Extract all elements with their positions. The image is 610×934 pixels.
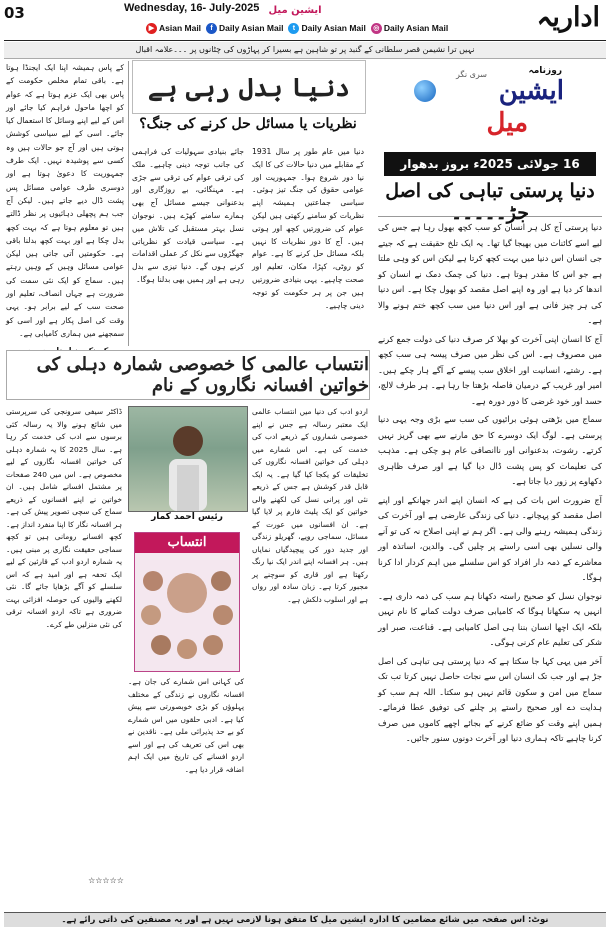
editorial-column <box>374 60 606 924</box>
top-article-subheadline: نظریات یا مسائل حل کرنے کی جنگ؟ <box>139 116 357 132</box>
facebook-icon: f <box>206 23 217 34</box>
section-title: اداریہ <box>536 2 600 33</box>
editorial-paragraph: آج کا انسان اپنی آخرت کو بھلا کر صرف دنیا کی دولت جمع کرنے میں مصروف ہے۔ اس کی نظر میں صرف پیسہ ہی سب کچھ ہے۔ رشتے، انسانیت اور اخلاق سب پیسے کے آگے ہار چکے ہیں۔ امیر اور غریب کے درمیان فاصلہ بڑھتا جا رہا ہے۔ ہر طرف لالچ، حسد اور خود غرضی کا دور دورہ ہے۔ <box>378 333 602 406</box>
instagram-icon: ◎ <box>371 23 382 34</box>
issue-date: Wednesday, 16- July-2025 <box>124 2 260 14</box>
logo-tag: سری نگر <box>456 70 487 79</box>
social-link-twitter[interactable] <box>288 23 365 34</box>
feature-article-column-3: ڈاکٹر سیفی سرونجی کی سرپرستی میں شائع ہونے والا یہ رسالہ کئی برسوں سے ادب کی خدمت کر رہا ہے۔ سال 2025 کا یہ شمارہ دہلی کی خواتین افسانہ نگاروں کے لیے مخصوص ہے۔ اس میں 240 صفحات پر مشتمل افسانے شامل ہیں۔ ان خواتین نے اپنے افسانوں کے ذریعے سماج کی سچی تصویر پیش کی ہے۔ ہر افسانہ نگار کا اپنا منفرد انداز ہے۔ کچھ افسانے رومانی ہیں تو کچھ سماجی حقیقت نگاری پر مبنی ہیں۔ یہ شمارہ اردو ادب کے قارئین کے لیے ایک تحفہ ہے اور امید ہے کہ اس سلسلے کو آگے بڑھایا جائے گا۔ نئی لکھنے والیوں کی حوصلہ افزائی بہت ضروری ہے تاکہ اردو افسانہ ترقی کی نئی منزلیں طے کرے۔ <box>6 407 123 629</box>
feature-article <box>6 350 368 913</box>
social-label: Daily Asian Mail <box>219 23 284 33</box>
logo-main-bottom: میل <box>486 108 528 138</box>
disclaimer-footer: نوٹ: اس صفحہ میں شائع مضامین کا ادارہ ایشین میل کا متفق ہونا لازمی نہیں ہے اور یہ مصنفین کی ذاتی رائے ہے۔ <box>4 912 606 927</box>
left-column-body: کے پاس ہمیشہ اپنا ایک ایجنڈا ہوتا ہے۔ باقی تمام مخلص حکومت کے پاس بھی ایک عزم ہوتا ہے کہ عوام کو اچھا ماحول فراہم کیا جائے اور اس کے لیے اپنے وسائل کا استعمال کیا جائے۔ اسی کے لیے سیاسی کوشش ہوتی ہیں اور آج جو حالات ہیں وہ کسی سے پوشیدہ نہیں۔ ایک طرف جمہوریت کا دعویٰ ہوتا ہے اور دوسری طرف عوامی مسائل پس پشت ڈال دیے جاتے ہیں۔ لیکن آج جب ہم پچھلی دہائیوں پر نظر ڈالتے ہیں تو معلوم ہوتا ہے کہ بہت کچھ بدل چکا ہے اور بہت کچھ بدلنا باقی ہے۔ حکومتیں آتی جاتی ہیں لیکن عوامی مسائل وہیں کے وہیں رہتے ہیں۔ سماج کو ایک نئی سمت کی ضرورت ہے جہاں انصاف، تعلیم اور صحت سب کے لیے برابر ہو۔ یہی وقت کی اصل پکار ہے اور اسی کو سمجھنے میں ہماری کامیابی ہے۔ <box>6 63 124 338</box>
editorial-paragraph: آج ضرورت اس بات کی ہے کہ انسان اپنے اندر جھانکے اور اپنے اصل مقصد کو پہچانے۔ دنیا کی زندگی عارضی ہے اور آخرت کی زندگی ہمیشہ رہنے والی ہے۔ اگر ہم نے اپنی اصلاح نہ کی تو آنے والی نسلیں بھی اسی راستے پر چلیں گی۔ والدین، اساتذہ اور معاشرے کے ذمہ دار افراد کو اس سلسلے میں اہم کردار ادا کرنا ہوگا۔ <box>378 494 602 582</box>
top-article-headline: دنیا بدل رہی ہے <box>132 60 366 114</box>
editorial-paragraph: آخر میں یہی کہا جا سکتا ہے کہ دنیا پرستی ہی تباہی کی اصل جڑ ہے اور جب تک انسان اس سے نجات حاصل نہیں کرتا تب تک سماج میں امن و سکون قائم نہیں ہو سکتا۔ اللہ ہم سب کو ہدایت دے اور صحیح راستے پر چلنے کی توفیق عطا فرمائے۔ ہمیں اپنے وقت کو ضائع کرنے کے بجائے اچھے کاموں میں صرف کرنا چاہیے تاکہ ہماری دنیا اور آخرت دونوں سنور جائیں۔ <box>378 655 602 743</box>
social-label: Daily Asian Mail <box>301 23 366 33</box>
magazine-cover-portraits <box>135 553 239 669</box>
magazine-cover <box>134 532 240 672</box>
feature-article-column-1: اردو ادب کی دنیا میں انتساب عالمی ایک معتبر رسالہ ہے جس نے اپنے خصوصی شماروں کے ذریعے ادب کی خدمت کی ہے۔ اس شمارے میں دہلی کی خواتین افسانہ نگاروں کی تخلیقات کو یکجا کیا گیا ہے۔ یہ ایک قابل قدر کوشش ہے جس کے ذریعے نئی اور پرانی نسل کی لکھنے والی خواتین کو ایک پلیٹ فارم پر لایا گیا ہے۔ ان افسانوں میں عورت کے مسائل، سماجی رویے، گھریلو زندگی اور جدید دور کی پیچیدگیاں نمایاں ہیں۔ ہر افسانہ اپنے اندر ایک نیا رنگ رکھتا ہے اور قاری کو سوچنے پر مجبور کرتا ہے۔ زبان سادہ اور رواں ہے اور اسلوب دلکش ہے۔ <box>252 407 368 604</box>
top-article-column-left: جائے بنیادی سہولیات کی فراہمی کی جانب توجہ دینی چاہیے۔ ملک کی ترقی عوام کی ترقی سے جڑی ہے۔ مہنگائی، بے روزگاری اور بدعنوانی جیسے مسائل آج بھی ہمارے سامنے کھڑے ہیں۔ نوجوان نسل بہتر مستقبل کی تلاش میں ہے۔ سیاسی قیادت کو نظریاتی جھگڑوں سے نکل کر عملی اقدامات کرنے ہوں گے۔ دنیا تیزی سے بدل رہی ہے اور ہمیں بھی بدلنا ہوگا۔ <box>132 147 244 284</box>
social-link-youtube[interactable] <box>146 23 201 34</box>
social-link-facebook[interactable] <box>206 23 283 34</box>
top-article-column-right: دنیا میں عام طور پر سال 1931 کے مقابلے میں دنیا حالات کی کا ایک نیا دور شروع ہوا۔ جمہوریت اور عوامی حقوق کی جنگ تیز ہوئی۔ سیاسی جماعتیں ہمیشہ اپنے نظریات کو سامنے رکھتی ہیں لیکن عوام کی ضرورتیں کچھ اور ہوتی ہیں۔ آج کا دور نظریات کا نہیں بلکہ مسائل حل کرنے کا ہے۔ عوام کو روٹی، کپڑا، مکان، تعلیم اور صحت چاہیے۔ یہی بنیادی ضرورتیں ہیں جن پر ہر حکومت کو توجہ دینی چاہیے۔ <box>252 147 364 310</box>
youtube-icon: ▶ <box>146 23 157 34</box>
editorial-body <box>378 220 602 920</box>
left-column-text <box>6 61 129 346</box>
newspaper-logo <box>412 66 568 142</box>
editorial-date-banner: 16 جولائی 2025ء بروز بدھوار <box>384 152 596 176</box>
editorial-paragraph: سماج میں بڑھتی ہوئی برائیوں کی سب سے بڑی وجہ یہی دنیا پرستی ہے۔ لوگ ایک دوسرے کا حق مارنے سے بھی گریز نہیں کرتے۔ رشوت، بدعنوانی اور ناانصافی عام ہو چکی ہے۔ مذہب کی تعلیمات کو پس پشت ڈال دیا گیا ہے اور صرف ظاہری دکھاوے پر زور دیا جاتا ہے۔ <box>378 414 602 486</box>
social-label: Daily Asian Mail <box>383 23 449 33</box>
page-header <box>4 2 606 41</box>
author-photo-image <box>129 407 247 511</box>
author-photo-caption: رئیس احمد کمار <box>151 512 223 522</box>
social-links <box>146 20 448 36</box>
logo-main-top: ایشین <box>498 76 564 106</box>
editorial-paragraph: نوجوان نسل کو صحیح راستہ دکھانا ہم سب کی ذمہ داری ہے۔ انہیں یہ سکھانا ہوگا کہ کامیابی صرف دولت کمانے کا نام نہیں بلکہ ایک اچھا انسان بننا ہی اصل کامیابی ہے۔ قناعت، صبر اور شکر کی تعلیم عام کرنی ہوگی۔ <box>378 590 602 647</box>
editorial-paragraph: دنیا پرستی آج کل ہر انسان کو سب کچھ بھول رہا ہے جس کی لیے اسے کائنات میں بھیجا گیا تھا۔ یہ ایک تلخ حقیقت ہے کہ جیتے جی انسان اس دنیا میں بہت کچھ کرتا ہے لیکن اس کو وہی ملتا ہے جو اس کا مقدر ہوتا ہے۔ دنیا کی چمک دمک نے انسان کو اندھا کر دیا ہے اور وہ اپنے اصل مقصد کو بھول چکا ہے۔ اس دنیا کی ہر چیز فانی ہے اور اس دنیا میں سب کچھ ختم ہونے والا ہے۔ <box>378 222 602 325</box>
feature-article-column-2: کی کہانی اس شمارے کی جان ہے۔ افسانہ نگاروں نے زندگی کے مختلف پہلوؤں کو بڑی خوبصورتی سے پیش کیا ہے۔ ادبی حلقوں میں اس شمارے کو بے حد پذیرائی ملی ہے۔ ناقدین نے بھی اس کی تعریف کی ہے اور اسے اردو افسانے کی تاریخ میں ایک اہم اضافہ قرار دیا ہے۔ <box>128 677 244 774</box>
globe-icon <box>414 80 436 102</box>
quote-strip: نہیں ترا نشیمن قصر سلطانی کے گنبد پر تو شاہین ہے بسیرا کر پہاڑوں کی چٹانوں پر ۔۔۔علامہ اقبال <box>4 42 606 59</box>
article-end-stars: ☆☆☆☆☆ <box>88 876 124 885</box>
editorial-title: دنیا پرستی تباہی کی اصل جڑ۔۔۔۔۔ <box>378 180 602 217</box>
top-article <box>132 60 364 348</box>
social-label: Asian Mail <box>159 23 202 33</box>
feature-article-headline: انتساب عالمی کا خصوصی شمارہ دہلی کی خواتین افسانہ نگاروں کے نام <box>6 350 370 400</box>
magazine-cover-title: انتساب <box>135 533 239 553</box>
page-number: 03 <box>4 4 38 24</box>
mini-logo <box>266 5 324 18</box>
social-link-instagram[interactable] <box>371 23 448 34</box>
author-photo <box>128 406 248 512</box>
twitter-icon: t <box>288 23 299 34</box>
mini-logo-text: ایشین میل <box>268 5 322 16</box>
logo-small-text: روزنامہ <box>528 66 562 76</box>
